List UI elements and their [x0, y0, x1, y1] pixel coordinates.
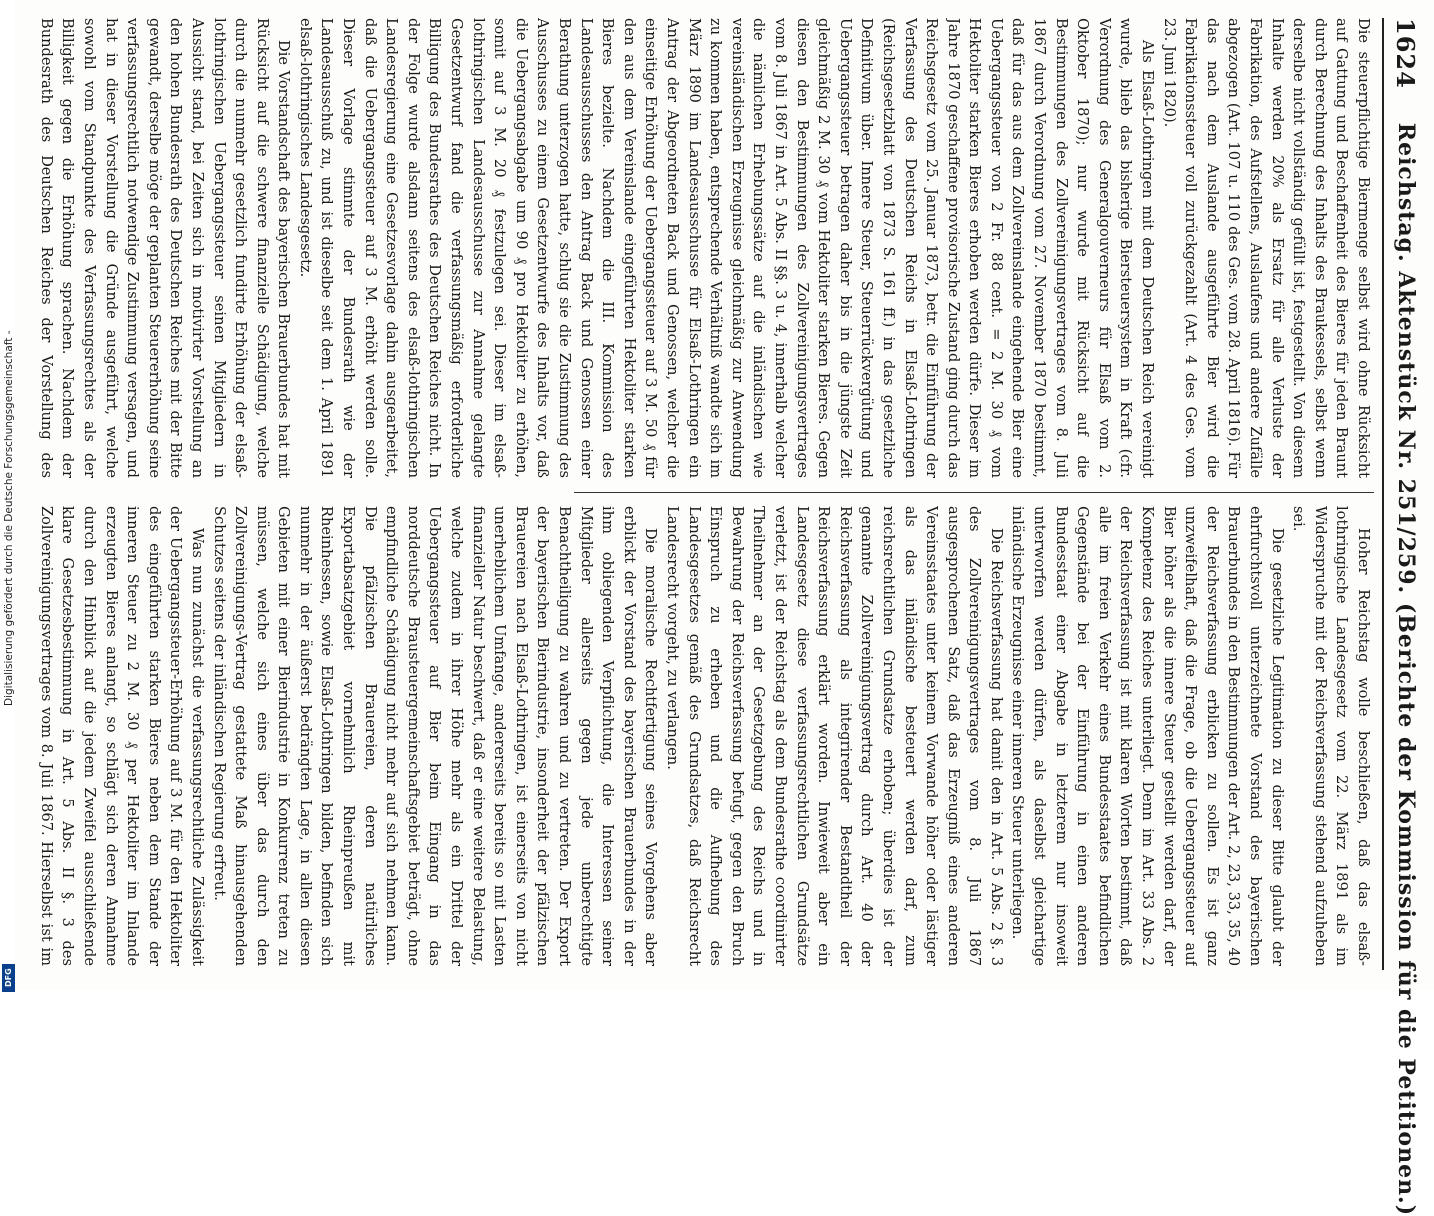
- paragraph: Die gesetzliche Legitimation zu dieser Bitte glaubt der ehrfurchtsvoll unterzeichnete Vorstand des bayerischen Brauerbundes in den Bestimmungen der Art. 2, 23, 33, 35, 40 der Reichsverfassung erblicken zu sollen. Es ist ganz unzweifelhaft, daß die Frage, ob die Uebergangssteuer auf Bier höher als die innere Steuer gestellt werden darf, der Kompetenz des Reiches unterliegt. Denn im Art. 33 Abs. 2 der Reichsverfassung ist mit klaren Worten bestimmt, daß alle im freien Verkehr eines Bundesstaates befindlichen Gegenstände bei der Einführung in einen anderen Bundesstaat einer Abgabe in letzterem nur insoweit unterworfen werden dürfen, als daselbst gleichartige inländische Erzeugnisse einer inneren Steuer unterliegen.: [1009, 506, 1286, 966]
- document-page: [14, 0, 1434, 1216]
- right-column: [34, 506, 1374, 966]
- page-header: [1386, 18, 1426, 1216]
- page-number: 1624: [1391, 18, 1421, 89]
- petition-request: Hoher Reichstag wolle beschließen, daß das elsaß-lothringische Landesgesetz vom 22. März 1891 als im Widerspruche mit der Reichsverfassung stehend aufzuheben sei.: [1290, 506, 1372, 966]
- paragraph: Die steuerpflichtige Biermenge selbst wird ohne Rücksicht auf Gattung und Beschaffenheit des Bieres für jeden Braunt durch Berechnung des Inhalts des Braukessels, selbst wenn derselbe nicht vollständig gefüllt ist, festgestellt. Von diesem Inhalte werden 20% als Ersatz für alle Verluste der Fabrikation, des Aufstellens, Auslaufens und andere Zufälle abgezogen (Art. 107 u. 110 des Ges. vom 28. April 1816). Für das nach dem Auslande ausgeführte Bier wird die Fabrikationssteuer voll zurückgezahlt (Art. 4 des Ges. vom 23. Juni 1820).: [1160, 18, 1372, 478]
- digitization-note: Digitalisierung gefördert durch die Deutsche Forschungsgemeinschaft -: [3, 330, 15, 706]
- header-rule: [1382, 18, 1384, 970]
- paragraph: Die moralische Rechtfertigung seines Vorgehens aber erblickt der Vorstand des bayerischen Brauerbundes in der ihm obliegenden Verpflichtung, die Interessen seiner Mitglieder allerseits gegen jede unberechtigte Benachtheiligung zu wahren und zu vertreten. Der Export der bayerischen Bierindustrie, insonderheit der pfälzischen Brauereien nach Elsaß-Lothringen, ist einerseits von nicht unerheblichem Umfange, andererseits bereits so mit Lasten finanzieller Natur beschwert, daß er eine weitere Belastung, welche zudem in ihrer Höhe mehr als ein Drittel der Uebergangssteuer auf Bier beim Eingang in das norddeutsche Brausteuergemeinschaftsgebiet beträgt, ohne empfindliche Schädigung nicht mehr auf sich nehmen kann. Die pfälzischen Brauereien, deren natürliches Exportabsatzgebiet vornehmlich Rheinpreußen mit Rheinhessen, sowie Elsaß-Lothringen bilden, befinden sich nunmehr in der äußerst bedrängten Lage, in allen diesen Gebieten mit einer Bierindustrie in Konkurrenz treten zu müssen, welche sich eines über das durch den Zollvereinigungs-Vertrag gestattete Maß hinausgehenden Schutzes seitens der inländischen Regierung erfreut.: [210, 506, 660, 966]
- left-column: [34, 18, 1374, 478]
- page-title: Reichstag. Aktenstück Nr. 251/259. (Berichte der Kommission für die Petitionen.): [1393, 122, 1419, 1216]
- paragraph: Als Elsaß-Lothringen mit dem Deutschen Reich vereinigt wurde, blieb das bisherige Biersteuersystem in Kraft (cfr. Verordnung des Generalgouverneurs für Elsaß vom 2. Oktober 1870); nur wurde mit Rücksicht auf die Bestimmungen des Zollvereinigungsvertrages vom 8. Juli 1867 durch Verordnung vom 27. November 1870 bestimmt, daß für das aus dem Zollvereinslande eingehende Bier eine Uebergangssteuer von 2 Fr. 88 cent. = 2 M. 30 ₰ vom Hektoliter starken Bieres erhoben werden dürfe. Dieser im Jahre 1870 geschaffene provisorische Zustand ging durch das Reichsgesetz vom 25. Januar 1873, betr. die Einführung der Verfassung des Deutschen Reichs in Elsaß-Lothringen (Reichsgesetzblatt von 1873 S. 161 ff.) in das gesetzliche Definitivum über. Innere Steuer, Steuerrückvergütung und Uebergangssteuer betragen daher bis in die jüngste Zeit gleichmäßig 2 M. 30 ₰ vom Hektoliter starken Bieres. Gegen diesen den Bestimmungen des Zollvereinigungsvertrages vom 8. Juli 1867 in Art. 5 Abs. II §§. 3 u. 4, innerhalb welcher die nämlichen Erhebungssätze auf die inländischen wie vereinsländischen Erzeugnisse gleichmäßig zur Anwendung zu kommen haben, entsprechende Verhältniß wandte sich im März 1890 im Landesausschusse für Elsaß-Lothringen ein Antrag der Abgeordneten Back und Genossen, welcher die einseitige Erhöhung der Uebergangssteuer auf 3 M. 50 ₰ für den aus dem Vereinslande eingeführten Hektoliter starken Bieres bezielte. Nachdem die III. Kommission des Landesausschusses den Antrag Back und Genossen einer Berathung unterzogen hatte, schlug sie die Zustimmung des Ausschusses zu einem Gesetzentwurfe des Inhalts vor, daß die Uebergangsabgabe um 90 ₰ pro Hektoliter zu erhöhen, somit auf 3 M. 20 ₰ festzulegen sei. Dieser im elsaß-lothringischen Landesausschusse zur Annahme gelangte Gesetzentwurf fand die verfassungsmäßig erforderliche Billigung des Bundesrathes des Deutschen Reiches nicht. In der Folge wurde alsdann seitens des elsaß-lothringischen Landesregierung eine Gesetzesvorlage dahin ausgearbeitet, daß die Uebergangssteuer auf 3 M. erhöht werden solle. Dieser Vorlage stimmte der Bundesrath wie der Landesausschuß zu, und ist dieselbe seit dem 1. April 1891 elsaß-lothringisches Landesgesetz.: [296, 18, 1157, 478]
- dfg-logo: DFG: [2, 964, 15, 992]
- paragraph: Die Reichsverfassung hat damit den in Art. 5 Abs. 2 §. 3 des Zollvereinigungsvertrages vom 8. Juli 1867 ausgesprochenen Satz, daß das Erzeugniß eines anderen Vereinsstaates unter keinem Vorwande höher oder lästiger als das inländische besteuert werden darf, zum reichsrechtlichen Grundsatze erhoben; überdies ist der genannte Zollvereinigungsvertrag durch Art. 40 der Reichsverfassung als integrirender Bestandtheil der Reichsverfassung erklärt worden. Inwieweit aber ein Landesgesetz diese verfassungsrechtlichen Grundsätze verletzt, ist der Reichstag als dem Bundesrathe coordinirter Theilnehmer an der Gesetzgebung des Reichs und in Bewahrung der Reichsverfassung befugt, gegen den Bruch Einspruch zu erheben und die Aufhebung des Landesgesetzes gemäß des Grundsatzes, daß Reichsrecht Landesrecht vorgeht, zu verlangen.: [664, 506, 1005, 966]
- paragraph: Die Vorstandschaft des bayerischen Brauerbundes hat mit Rücksicht auf die schwere finanzielle Schädigung, welche durch die nunmehr gesetzlich fundirte Erhöhung der elsaß-lothringischen Uebergangssteuer seinen Mitgliedern in Aussicht stand, bei Zeiten sich in motivirter Vorstellung an den hohen Bundesrath des Deutschen Reiches mit der Bitte gewandt, derselbe möge der geplanten Steuererhöhung seine verfassungsrechtlich notwendige Zustimmung versagen, und hat in dieser Vorstellung die Gründe ausgeführt, welche sowohl vom Standpunkte des Verfassungsrechtes als der Billigkeit gegen die Erhöhung sprachen. Nachdem der Bundesrath des Deutschen Reiches der Vorstellung des: [37, 18, 293, 478]
- paragraph: Was nun zunächst die verfassungsrechtliche Zulässigkeit der Uebergangssteuer-Erhöhung auf 3 M. für den Hektoliter des eingeführten starken Bieres neben dem Stande der inneren Steuer zu 2 M. 30 ₰ per Hektoliter im Inlande erzeugten Bieres anlangt, so schlägt sich deren Annahme durch den Hinblick auf die jedem Zweifel ausschließende klare Gesetzesbestimmung in Art. 5 Abs. II §. 3 des Zollvereinigungsvertrages vom 8. Juli 1867. Hierselbst ist im: [37, 506, 206, 966]
- column-divider: [574, 492, 1374, 493]
